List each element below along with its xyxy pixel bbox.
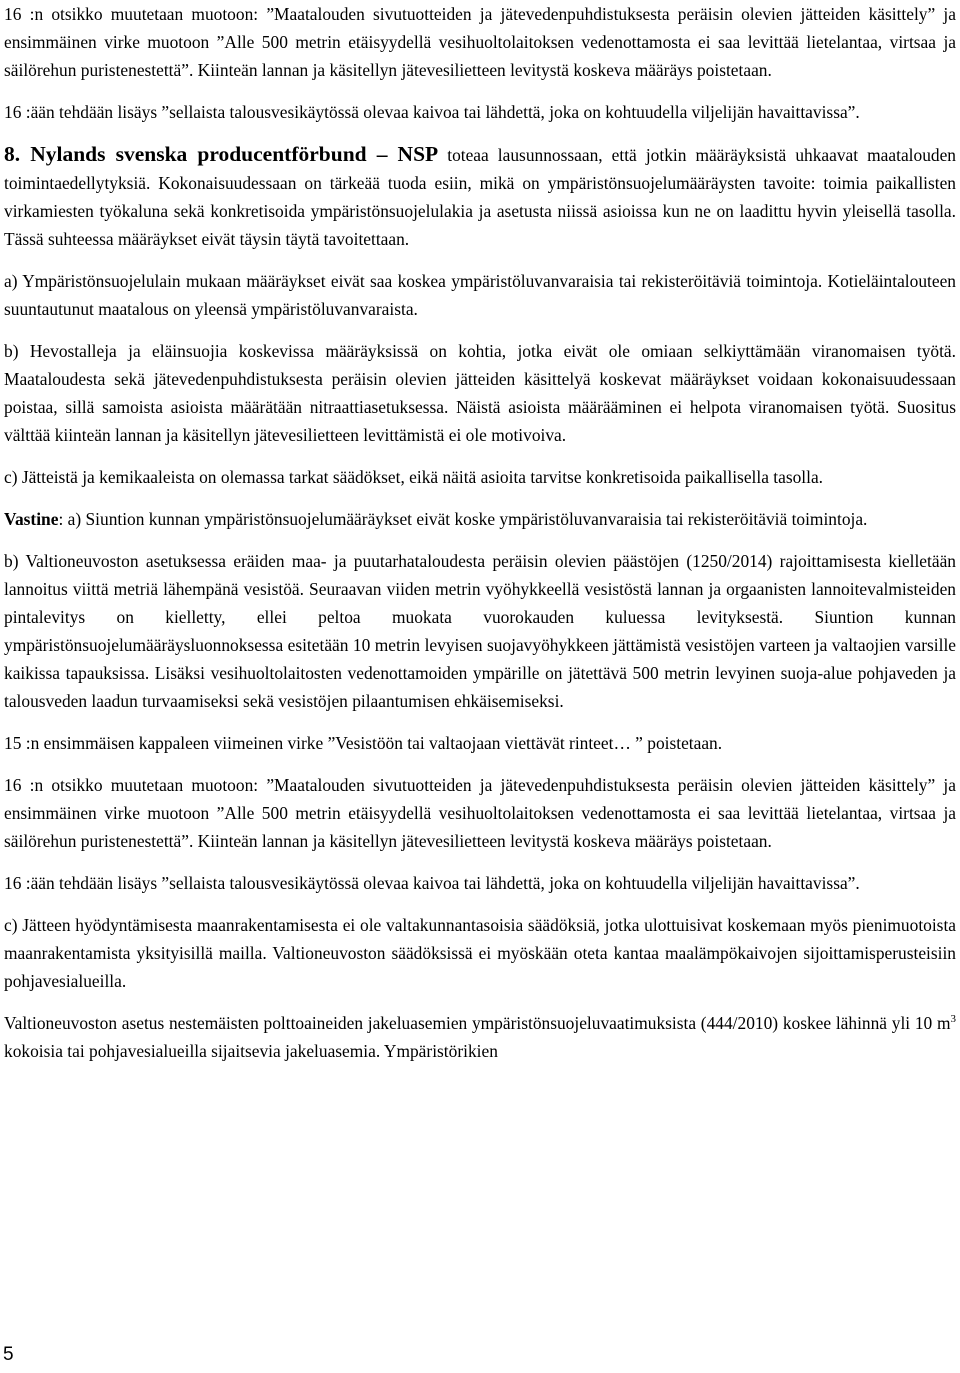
fuel-stations-text-start: Valtioneuvoston asetus nestemäisten polttoaineiden jakeluasemien ympäristönsuojeluvaatimuksista (444/2010) koskee lähinnä yli 10 m	[4, 1013, 951, 1033]
nsp-statement-text: toteaa lausunnossaan, että jotkin määräyksistä uhkaavat maatalouden toimintaedellytyksiä. Kokonaisuudessaan on tärkeää tuoda esiin, mikä on ympäristönsuojelumääräysten tavoite: toimia paikallisten virkamiesten työkaluna sekä konkretisoida ympäristönsuojelulakia ja asetusta niissä asioissa kun ne on laadittu hyvin yleisellä tasolla. Tässä suhteessa määräykset eivät täysin täytä tavoitettaan.	[4, 145, 956, 249]
paragraph-response-a	[4, 505, 956, 533]
paragraph-fuel-stations	[4, 1009, 956, 1065]
paragraph-16-title-change: 16 :n otsikko muutetaan muotoon: ”Maatalouden sivutuotteiden ja jätevedenpuhdistuksesta peräisin olevien jätteiden käsittely” ja ensimmäinen virke muotoon ”Alle 500 metrin etäisyydellä vesihuoltolaitoksen vedenottamosta ei saa levittää lietelantaa, virtsaa ja säilörehun puristenestettä”. Kiinteän lannan ja käsitellyn jätevesilietteen levitystä koskeva määräys poistetaan.	[4, 4, 956, 80]
document-page	[4, 0, 956, 1065]
nsp-heading: 8. Nylands svenska producentförbund – NSP	[4, 142, 439, 166]
paragraph-b-stables: b) Hevostalleja ja eläinsuojia koskevissa määräyksissä on kohtia, jotka eivät ole omiaan selkiyttämään viranomaisen työtä. Maataloudesta sekä jätevedenpuhdistuksesta peräisin olevien jätteiden käsittelyä koskevat määräykset voidaan kokonaisuudessaan poistaa, sillä samoista asioista määrätään nitraattiasetuksessa. Näistä asioista määrääminen ei helpota viranomaisen työtä. Suositus välttää kiinteän lannan ja käsitellyn jätevesilietteen levittämistä ei ole motivoiva.	[4, 341, 956, 445]
response-a-text: : a) Siuntion kunnan ympäristönsuojelumääräykset eivät koske ympäristöluvanvaraisia tai rekisteröitäviä toimintoja.	[58, 509, 868, 529]
response-label: Vastine	[4, 509, 59, 529]
cubic-superscript: 3	[950, 1013, 956, 1026]
paragraph-16-title-change-repeat: 16 :n otsikko muutetaan muotoon: ”Maatalouden sivutuotteiden ja jätevedenpuhdistuksesta peräisin olevien jätteiden käsittely” ja ensimmäinen virke muotoon ”Alle 500 metrin etäisyydellä vesihuoltolaitoksen vedenottamosta ei saa levittää lietelantaa, virtsaa ja säilörehun puristenestettä”. Kiinteän lannan ja käsitellyn jätevesilietteen levitystä koskeva määräys poistetaan.	[4, 775, 956, 851]
paragraph-c-waste-chemicals: c) Jätteistä ja kemikaaleista on olemassa tarkat säädökset, eikä näitä asioita tarvitse konkretisoida paikallisella tasolla.	[4, 467, 824, 487]
paragraph-response-c: c) Jätteen hyödyntämisesta maanrakentamisesta ei ole valtakunnantasoisia säädöksiä, jotka ulottuisivat koskemaan myös pienimuotoista maanrakentamista yksityisillä mailla. Valtioneuvoston säädöksissä ei myöskään oteta kantaa maalämpökaivojen sijoittamisperusteisiin pohjavesialueilla.	[4, 915, 956, 991]
paragraph-a-environmental-law: a) Ympäristönsuojelulain mukaan määräykset eivät saa koskea ympäristöluvanvaraisia tai rekisteröitäviä toimintoja. Kotieläintalouteen suuntautunut maatalous on yleensä ympäristöluvanvaraista.	[4, 271, 956, 319]
paragraph-16-addition: 16 :ään tehdään lisäys ”sellaista talousvesikäytössä olevaa kaivoa tai lähdettä, joka on kohtuudella viljelijän havaittavissa”.	[4, 102, 860, 122]
paragraph-nsp-statement	[4, 140, 956, 253]
paragraph-15-removal: 15 :n ensimmäisen kappaleen viimeinen virke ”Vesistöön tai valtaojaan viettävät rinteet… ” poistetaan.	[4, 733, 723, 753]
page-number: 5	[3, 1344, 14, 1365]
paragraph-response-b: b) Valtioneuvoston asetuksessa eräiden maa- ja puutarhataloudesta peräisin olevien päästöjen (1250/2014) rajoittamisesta kielletään lannoitus viittä metriä lähempänä vesistöä. Seuraavan viiden metrin vyöhykkeellä vesistöstä lannan ja orgaanisten lannoitevalmisteiden pintalevitys on kielletty, ellei peltoa muokata vuorokauden kuluessa levityksestä. Siuntion kunnan ympäristönsuojelumääräysluonnoksessa esitetään 10 metrin levyisen suojavyöhykkeen jättämistä vesistöjen varteen ja valtaojien varsille kaikissa tapauksissa. Lisäksi vesihuoltolaitosten vedenottamoiden ympärille on jätettävä 500 metrin levyinen suoja-alue pohjaveden ja talousveden laadun turvaamiseksi sekä vesistöjen pilaantumisen ehkäisemiseksi.	[4, 551, 956, 711]
fuel-stations-text-end: kokoisia tai pohjavesialueilla sijaitsevia jakeluasemia. Ympäristörikien	[4, 1041, 498, 1061]
paragraph-16-addition-repeat: 16 :ään tehdään lisäys ”sellaista talousvesikäytössä olevaa kaivoa tai lähdettä, joka on kohtuudella viljelijän havaittavissa”.	[4, 873, 860, 893]
